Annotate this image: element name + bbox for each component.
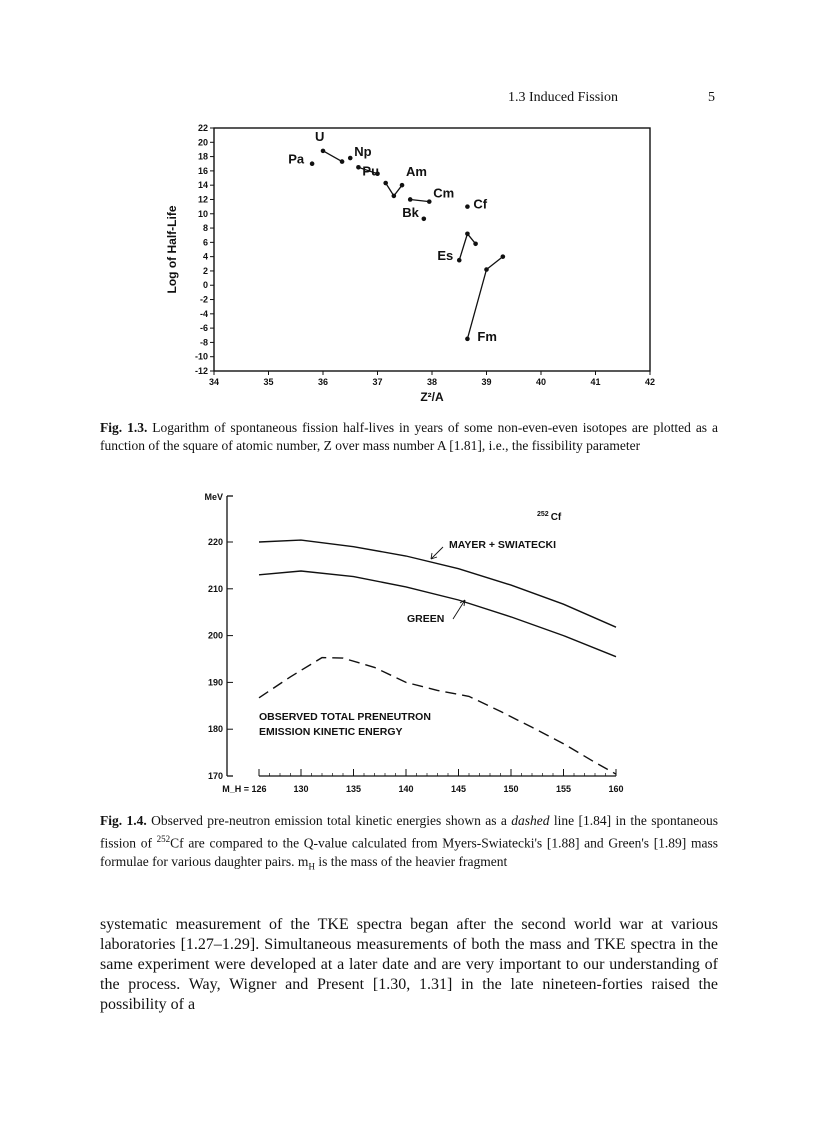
series-line-u bbox=[323, 151, 342, 162]
x-tick-label: 40 bbox=[535, 377, 547, 387]
x-tick-label: 155 bbox=[555, 784, 572, 794]
figure-1-3-caption-text: Logarithm of spontaneous fission half-lives in years of some non-even-even isotopes are plotted as a function of the square of atomic number, Z over mass number A [1.81], i.e., the fissibility parameter bbox=[100, 420, 719, 453]
figure-1-4-chart bbox=[185, 486, 635, 802]
data-point-am bbox=[383, 181, 388, 186]
y-tick-label: -12 bbox=[194, 366, 208, 376]
x-tick-label: 140 bbox=[398, 784, 414, 794]
y-tick-label: 170 bbox=[207, 771, 223, 781]
data-point-u bbox=[340, 159, 345, 164]
y-tick-label: 210 bbox=[207, 583, 223, 594]
chart-title-mass: 252 bbox=[537, 511, 549, 518]
y-axis-label: MeV bbox=[204, 492, 223, 502]
data-point-u bbox=[321, 149, 326, 154]
element-label-np: Np bbox=[354, 144, 372, 160]
y-tick-label: -4 bbox=[199, 308, 208, 319]
series-line-es bbox=[459, 234, 475, 260]
annotation-observed-line1: OBSERVED TOTAL PRENEUTRON bbox=[259, 711, 431, 723]
data-point-pa bbox=[310, 161, 315, 166]
element-label-pa: Pa bbox=[288, 151, 305, 167]
figure-1-3-label: Fig. 1.3. bbox=[100, 420, 148, 435]
x-tick-label: 37 bbox=[372, 377, 383, 387]
x-tick-label: 34 bbox=[208, 377, 220, 387]
x-tick-label: 145 bbox=[450, 784, 467, 794]
element-label-fm: Fm bbox=[477, 328, 497, 344]
y-tick-label: 4 bbox=[202, 251, 208, 262]
series-line-cm bbox=[410, 199, 429, 201]
chart-title-element: Cf bbox=[550, 512, 562, 523]
y-tick-label: 10 bbox=[197, 208, 208, 219]
figure-1-3-caption bbox=[100, 419, 718, 455]
x-axis-label: Z²/A bbox=[420, 390, 444, 404]
body-text bbox=[100, 915, 718, 1015]
data-point-fm bbox=[501, 254, 506, 259]
x-tick-label: 36 bbox=[317, 377, 329, 387]
y-tick-label: -8 bbox=[199, 337, 208, 348]
figure-1-4-caption: Fig. 1.4. Observed pre-neutron emission total kinetic energies shown as a dashed line [1.84] in the spontaneous fission of $^{252}$Cf are compared to the Q-value calculated from Myers-Swiatecki's [1.88] and Green's [1.89] mass formulae for various daughter pairs. $m_H$ is the mass of the heavier fragment bbox=[100, 813, 718, 872]
running-head: 1.3 Induced Fission bbox=[508, 90, 619, 105]
data-point-np bbox=[348, 156, 353, 161]
annotation-arrow-green bbox=[453, 600, 465, 619]
chart-title bbox=[537, 511, 562, 523]
y-tick-label: 20 bbox=[197, 137, 208, 148]
element-label-u: U bbox=[315, 128, 325, 144]
data-point-cm bbox=[408, 197, 413, 202]
data-point-es bbox=[457, 258, 462, 263]
x-tick-label: 41 bbox=[590, 377, 601, 387]
element-label-cm: Cm bbox=[433, 185, 455, 201]
data-point-pu bbox=[356, 165, 361, 170]
data-point-am bbox=[400, 183, 405, 188]
x-tick-label: 160 bbox=[608, 784, 624, 794]
y-tick-label: 22 bbox=[197, 123, 208, 133]
y-axis-label: Log of Half-Life bbox=[165, 205, 179, 294]
element-label-pu: Pu bbox=[362, 163, 380, 179]
figure-1-3-chart bbox=[160, 118, 670, 414]
y-tick-label: 0 bbox=[202, 280, 208, 291]
plot-frame bbox=[214, 128, 650, 371]
y-tick-label: 8 bbox=[202, 223, 208, 234]
x-tick-label: 35 bbox=[263, 377, 274, 387]
y-tick-label: 6 bbox=[202, 237, 208, 248]
data-point-am bbox=[392, 194, 397, 199]
figure-1-4-label: Fig. 1.4. bbox=[100, 813, 147, 828]
y-tick-label: 12 bbox=[197, 194, 208, 205]
y-tick-label: 14 bbox=[197, 180, 208, 191]
body-paragraph: systematic measurement of the TKE spectra began after the second world war at various laboratories [1.27–1.29]. Simultaneous measurements of both the mass and TKE spectra in the same experiment were developed at a later date and are very important to our understanding of the process. Way, Wigner and Present [1.30, 1.31] in the late nineteen-forties raised the possibility of a bbox=[100, 916, 718, 1013]
data-point-bk bbox=[422, 216, 427, 221]
y-tick-label: -6 bbox=[199, 323, 208, 334]
y-tick-label: -10 bbox=[194, 351, 208, 362]
x-tick-label: 39 bbox=[481, 377, 492, 387]
element-label-cf: Cf bbox=[473, 196, 488, 212]
data-point-cm bbox=[427, 199, 432, 204]
y-tick-label: 220 bbox=[207, 537, 223, 547]
y-tick-label: 180 bbox=[207, 724, 223, 735]
element-label-bk: Bk bbox=[402, 204, 419, 220]
x-tick-label: 38 bbox=[426, 377, 438, 387]
data-point-es bbox=[473, 241, 478, 246]
data-point-fm bbox=[484, 267, 489, 272]
data-point-fm bbox=[465, 337, 470, 342]
y-tick-label: 190 bbox=[207, 677, 223, 688]
y-tick-label: 18 bbox=[197, 151, 208, 162]
page-number: 5 bbox=[708, 90, 715, 105]
x-tick-label: 126 bbox=[251, 784, 267, 794]
annotation-green: GREEN bbox=[407, 613, 445, 625]
x-tick-label: 130 bbox=[293, 784, 309, 794]
data-point-es bbox=[465, 231, 470, 236]
y-tick-label: 200 bbox=[207, 630, 223, 641]
annotation-mayer-swiatecki: MAYER + SWIATECKI bbox=[449, 539, 557, 551]
x-tick-label: 150 bbox=[503, 784, 519, 794]
annotation-observed-line2: EMISSION KINETIC ENERGY bbox=[259, 726, 403, 738]
x-tick-label: 135 bbox=[345, 784, 362, 794]
y-tick-label: 2 bbox=[202, 265, 208, 276]
y-tick-label: 16 bbox=[197, 165, 208, 176]
data-point-cf bbox=[465, 204, 470, 209]
element-label-am: Am bbox=[406, 164, 427, 180]
y-tick-label: -2 bbox=[199, 294, 208, 305]
x-axis-label: M_H = bbox=[222, 784, 249, 794]
x-tick-label: 42 bbox=[644, 377, 656, 387]
element-label-es: Es bbox=[437, 248, 454, 264]
